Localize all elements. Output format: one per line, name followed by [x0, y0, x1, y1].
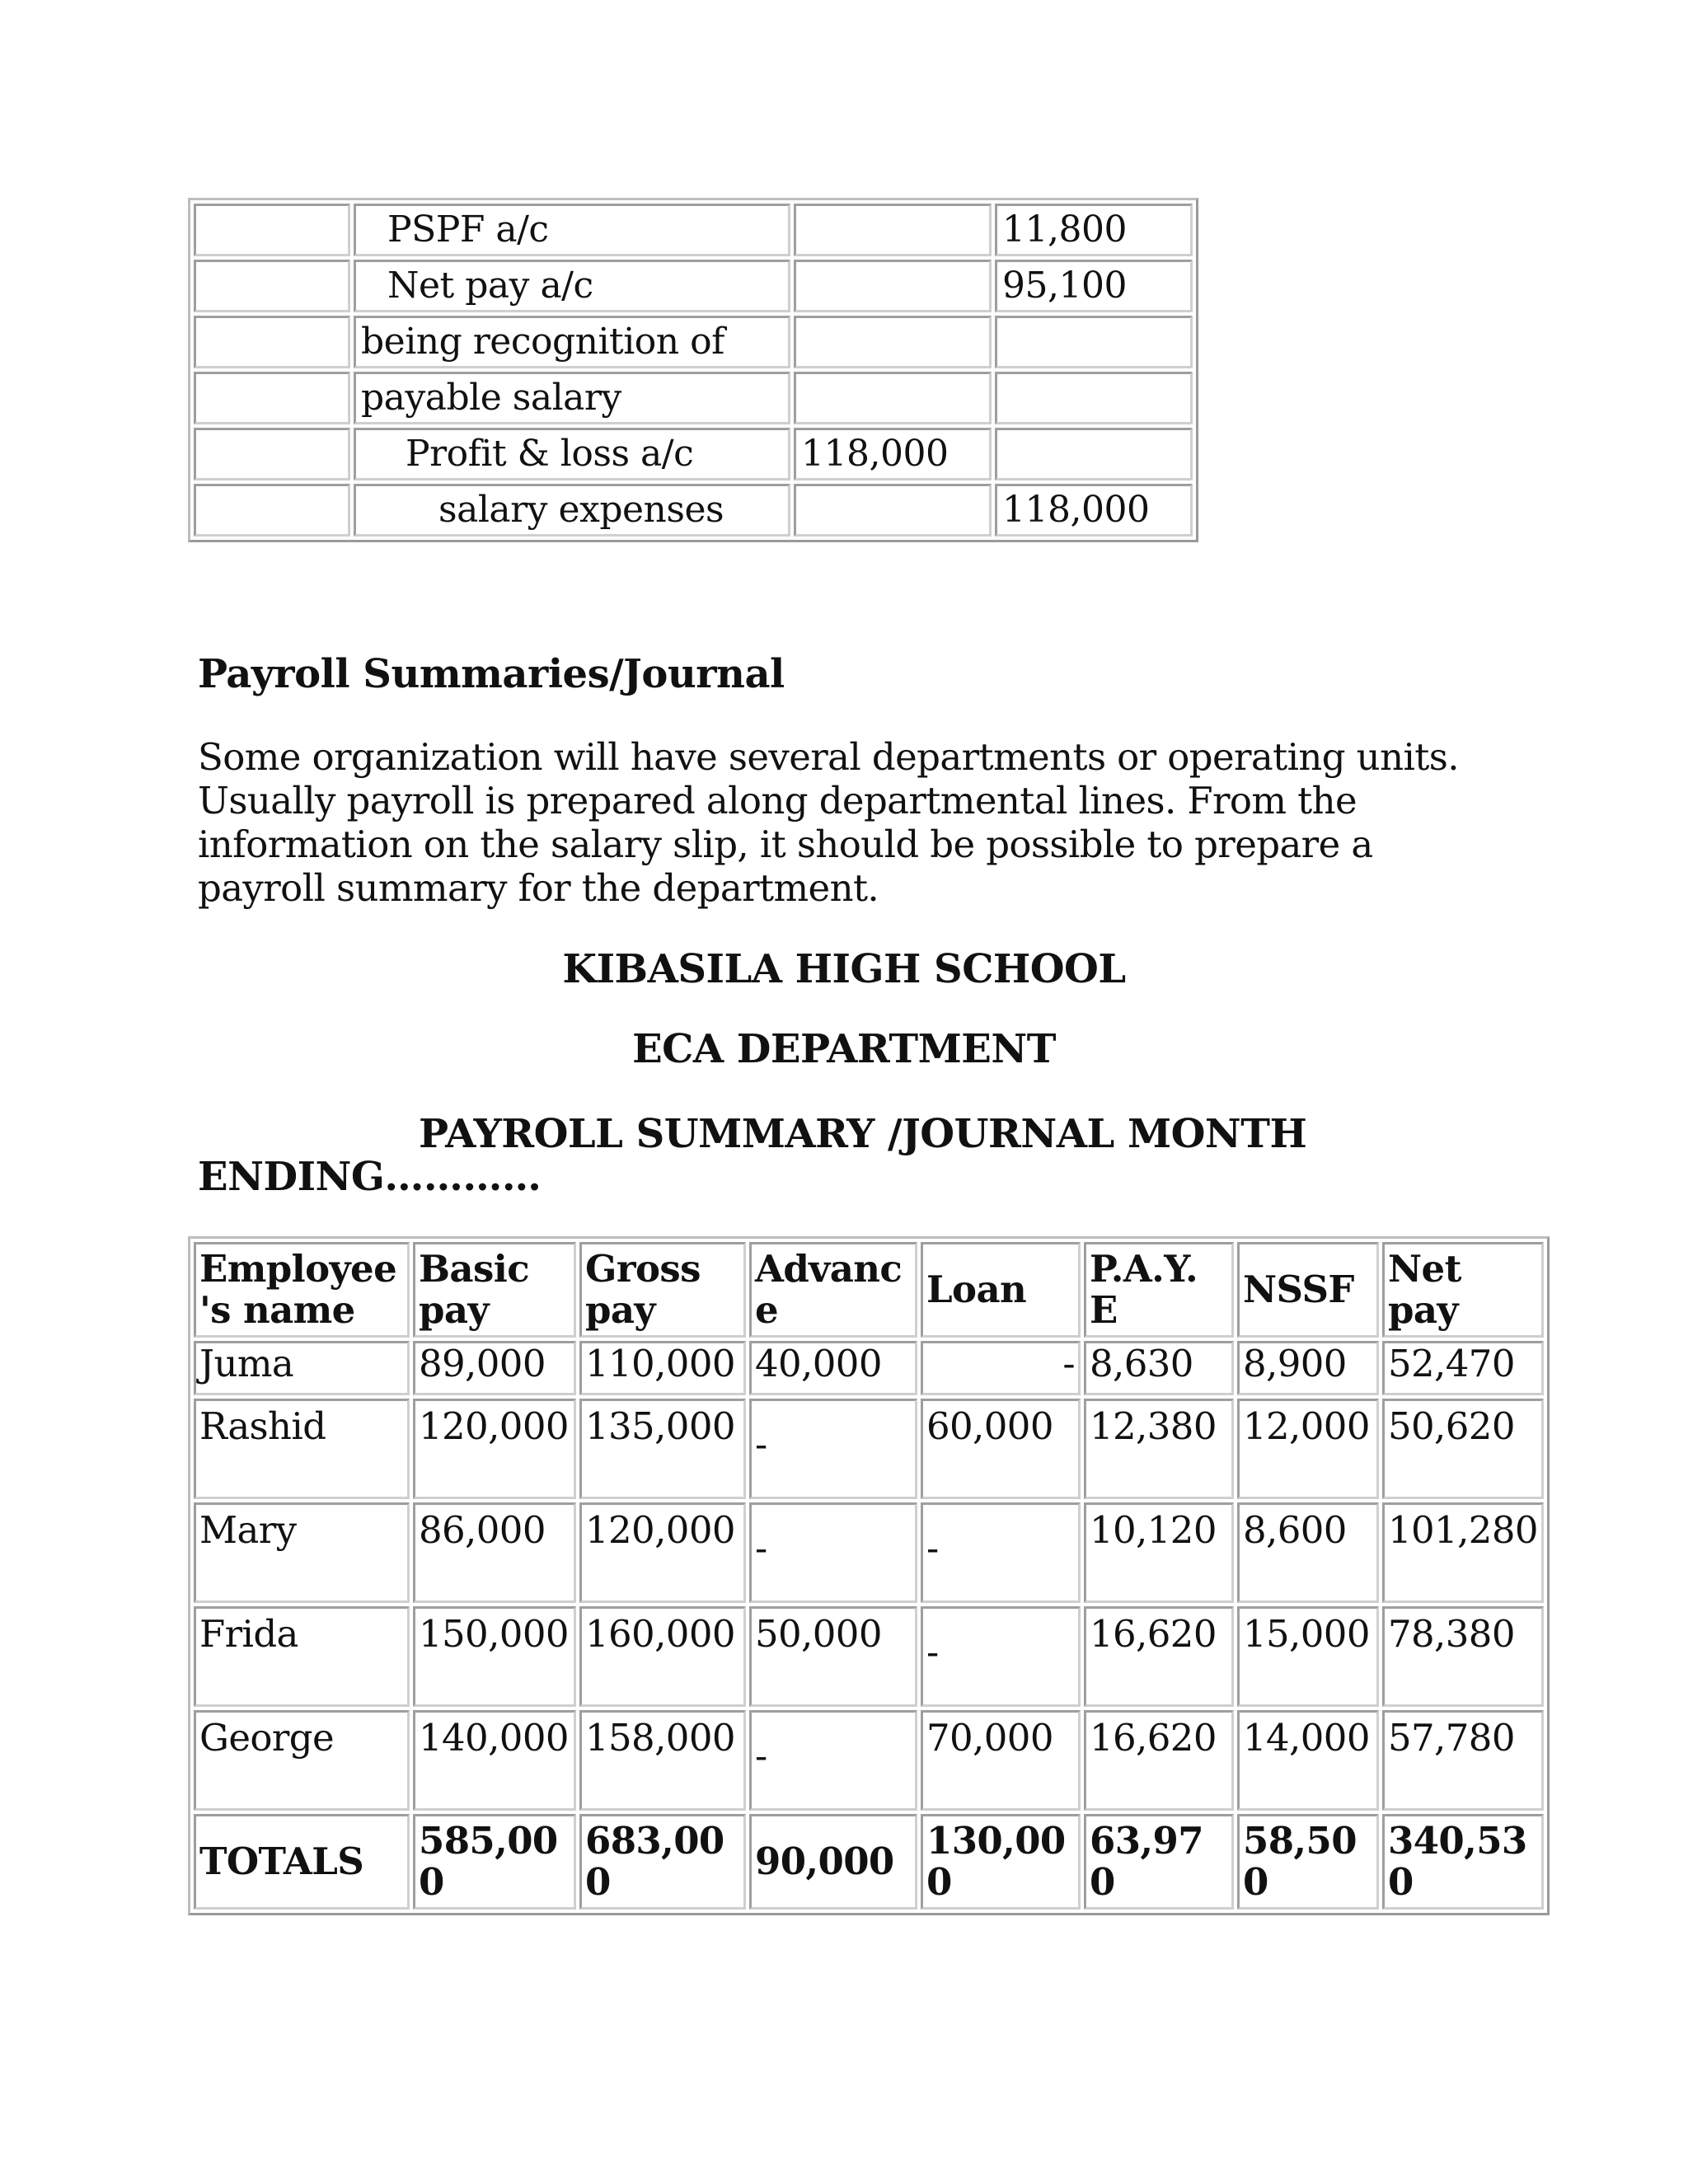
journal-cell-c2: [794, 484, 992, 537]
table-row: [194, 1606, 1544, 1707]
payroll-cell: 120,000: [579, 1502, 746, 1603]
journal-cell-c3: [995, 428, 1193, 480]
header-employee-name: Employee 's name: [194, 1242, 410, 1338]
payroll-cell: 101,280: [1382, 1502, 1544, 1603]
journal-cell-c0: [194, 260, 350, 312]
totals-cell: 58,500: [1237, 1814, 1379, 1910]
payroll-summary-title-line2: ENDING…………: [198, 1154, 542, 1200]
header-basic-pay: Basic pay: [413, 1242, 576, 1338]
table-row: [194, 1341, 1544, 1395]
totals-cell: 585,000: [413, 1814, 576, 1910]
journal-cell-c3: [995, 316, 1193, 368]
school-title: KIBASILA HIGH SCHOOL: [562, 946, 1126, 992]
table-row: [194, 1502, 1544, 1603]
dash-value: -: [1062, 1342, 1075, 1385]
payroll-cell: Frida: [194, 1606, 410, 1707]
totals-cell: 130,000: [921, 1814, 1081, 1910]
journal-cell-c1: being recognition of: [354, 316, 790, 368]
payroll-cell: [749, 1502, 917, 1603]
payroll-cell: 16,620: [1084, 1710, 1234, 1811]
totals-cell: 683,000: [579, 1814, 746, 1910]
payroll-cell: 78,380: [1382, 1606, 1544, 1707]
payroll-cell: 8,900: [1237, 1341, 1379, 1395]
payroll-cell: [921, 1341, 1081, 1395]
journal-cell-c0: [194, 484, 350, 537]
journal-cell-c2: [794, 316, 992, 368]
payroll-cell: 15,000: [1237, 1606, 1379, 1707]
header-nssf: NSSF: [1237, 1242, 1379, 1338]
payroll-cell: 60,000: [921, 1399, 1081, 1499]
payroll-cell: Juma: [194, 1341, 410, 1395]
totals-cell: 340,530: [1382, 1814, 1544, 1910]
payroll-cell: 150,000: [413, 1606, 576, 1707]
payroll-cell: 12,380: [1084, 1399, 1234, 1499]
payroll-cell: Rashid: [194, 1399, 410, 1499]
table-row: [194, 1710, 1544, 1811]
dash-value: -: [926, 1526, 939, 1570]
header-gross-pay: Gross pay: [579, 1242, 746, 1338]
payroll-cell: 86,000: [413, 1502, 576, 1603]
payroll-cell: 10,120: [1084, 1502, 1234, 1603]
payroll-cell: 158,000: [579, 1710, 746, 1811]
header-net-pay: Net pay: [1382, 1242, 1544, 1338]
payroll-summary-title: [198, 1113, 1550, 1198]
payroll-cell: 50,620: [1382, 1399, 1544, 1499]
table-row: [194, 316, 1193, 368]
payroll-cell: 140,000: [413, 1710, 576, 1811]
journal-cell-c3: 118,000: [995, 484, 1193, 537]
payroll-cell: 8,630: [1084, 1341, 1234, 1395]
journal-cell-c3: 11,800: [995, 204, 1193, 256]
payroll-cell: 16,620: [1084, 1606, 1234, 1707]
header-paye: P.A.Y. E: [1084, 1242, 1234, 1338]
totals-label: TOTALS: [194, 1814, 410, 1910]
department-title: ECA DEPARTMENT: [632, 1026, 1056, 1072]
payroll-cell: 110,000: [579, 1341, 746, 1395]
payroll-cell: George: [194, 1710, 410, 1811]
table-row: [194, 1399, 1544, 1499]
payroll-cell: 52,470: [1382, 1341, 1544, 1395]
header-advance: Advanc e: [749, 1242, 917, 1338]
payroll-cell: 70,000: [921, 1710, 1081, 1811]
payroll-cell: 14,000: [1237, 1710, 1379, 1811]
payroll-summary-table: [188, 1236, 1550, 1915]
table-row: [194, 260, 1193, 312]
journal-cell-c3: 95,100: [995, 260, 1193, 312]
journal-entry-table: [188, 198, 1198, 542]
table-header-row: [194, 1242, 1544, 1338]
journal-cell-c2: [794, 260, 992, 312]
journal-cell-c1: salary expenses: [354, 484, 790, 537]
dash-value: -: [755, 1526, 767, 1570]
dash-value: -: [926, 1630, 939, 1674]
payroll-summary-title-line1: PAYROLL SUMMARY /JOURNAL MONTH: [419, 1111, 1307, 1157]
payroll-cell: 40,000: [749, 1341, 917, 1395]
journal-cell-c1: PSPF a/c: [354, 204, 790, 256]
journal-cell-c1: Profit & loss a/c: [354, 428, 790, 480]
section-paragraph: Some organization will have several departments or operating units. Usually payroll is prepared along departmental lines. From the information on the salary slip, it should be possible to prepare a payroll summary for the department.: [198, 735, 1459, 910]
table-row: [194, 372, 1193, 424]
payroll-cell: 57,780: [1382, 1710, 1544, 1811]
payroll-cell: [921, 1606, 1081, 1707]
journal-cell-c0: [194, 372, 350, 424]
journal-cell-c2: [794, 204, 992, 256]
payroll-cell: [749, 1399, 917, 1499]
dash-value: -: [755, 1422, 767, 1466]
payroll-cell: 120,000: [413, 1399, 576, 1499]
journal-cell-c0: [194, 204, 350, 256]
totals-cell: 90,000: [749, 1814, 917, 1910]
payroll-cell: [921, 1502, 1081, 1603]
payroll-cell: 8,600: [1237, 1502, 1379, 1603]
dash-value: -: [755, 1734, 767, 1778]
payroll-cell: [749, 1710, 917, 1811]
payroll-cell: 160,000: [579, 1606, 746, 1707]
journal-cell-c1: payable salary: [354, 372, 790, 424]
journal-cell-c1: Net pay a/c: [354, 260, 790, 312]
journal-cell-c0: [194, 316, 350, 368]
payroll-cell: 89,000: [413, 1341, 576, 1395]
journal-cell-c2: 118,000: [794, 428, 992, 480]
totals-row: [194, 1814, 1544, 1910]
header-loan: Loan: [921, 1242, 1081, 1338]
journal-cell-c3: [995, 372, 1193, 424]
payroll-cell: 50,000: [749, 1606, 917, 1707]
journal-cell-c0: [194, 428, 350, 480]
table-row: [194, 484, 1193, 537]
payroll-cell: Mary: [194, 1502, 410, 1603]
totals-cell: 63,970: [1084, 1814, 1234, 1910]
payroll-cell: 12,000: [1237, 1399, 1379, 1499]
journal-cell-c2: [794, 372, 992, 424]
section-heading: Payroll Summaries/Journal: [198, 651, 785, 697]
payroll-cell: 135,000: [579, 1399, 746, 1499]
table-row: [194, 428, 1193, 480]
table-row: [194, 204, 1193, 256]
